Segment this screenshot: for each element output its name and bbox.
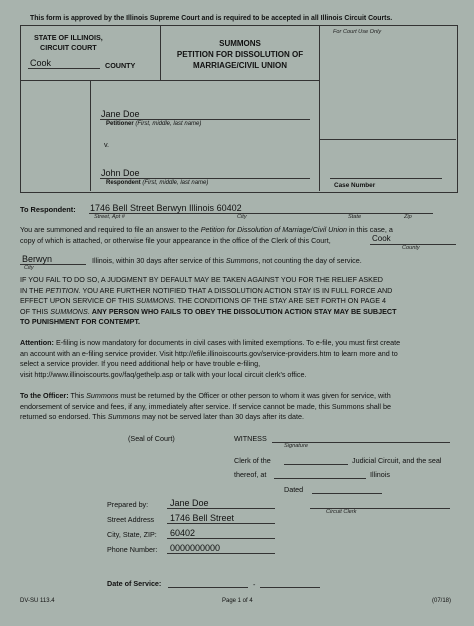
- respondent-address[interactable]: 1746 Bell Street Berwyn Illinois 60402: [90, 203, 242, 213]
- clerk-of-label: Clerk of the: [234, 456, 271, 465]
- judicial-circuit-label: Judicial Circuit, and the seal: [352, 456, 442, 465]
- petitioner-label: Petitioner: [106, 121, 134, 127]
- officer-instructions: To the Officer: This Summons must be returned by the Officer or other person to whom it was given for service, with endorsement of service and fees, if any, immediately after service. If service cannot be made, this Summons shall be returned so endorsed. This Summons may not be served later than 30 days after its date.: [20, 391, 391, 422]
- city-hint-2: City: [24, 265, 34, 271]
- form-title-line3: MARRIAGE/CIVIL UNION: [192, 61, 288, 70]
- petitioner-value[interactable]: Jane Doe: [101, 109, 140, 119]
- summons-line3: Illinois, within 30 days after service of this Summons, not counting the day of service.: [92, 256, 362, 265]
- case-number-label: Case Number: [334, 182, 376, 189]
- form-id: DV-SU 113.4: [20, 598, 55, 604]
- street-hint: Street, Apt #: [94, 214, 125, 220]
- city-hint: City: [237, 214, 247, 220]
- caption-divider: [20, 80, 319, 81]
- witness-label: WITNESS: [234, 434, 267, 443]
- prepared-by-label: Prepared by:: [107, 500, 149, 509]
- summons-line1: You are summoned and required to file an answer to the Petition for Dissolution of Marriage/Civil Union in this case, a: [20, 225, 393, 234]
- illinois-label: Illinois: [370, 470, 390, 479]
- signature-hint: Signature: [284, 443, 308, 449]
- street-address-value[interactable]: 1746 Bell Street: [170, 513, 235, 523]
- circuit-clerk-hint: Circuit Clerk: [326, 509, 357, 515]
- efiling-attention: Attention: E-filing is now mandatory for documents in civil cases with limited exemptions. To e-file, you must first create an account with an e-filing service provider. Visit http://efile.illinoiscourts.gov/service-providers.htm to learn more and to select a service provider. If you need additional help or have trouble e-filing, visit http://www.illinoiscourts.gov/faq/gethelp.asp or talk with your local circuit clerk's office.: [20, 338, 401, 379]
- zip-hint: Zip: [404, 214, 412, 220]
- date-dash: -: [253, 580, 256, 589]
- city-state-zip-label: City, State, ZIP:: [107, 530, 157, 539]
- clerk-city-value[interactable]: Berwyn: [22, 254, 53, 264]
- page-number: Page 1 of 4: [222, 598, 253, 604]
- circuit-label: CIRCUIT COURT: [40, 43, 97, 52]
- court-use-bottom: [319, 139, 456, 140]
- city-state-zip-value[interactable]: 60402: [170, 528, 196, 538]
- phone-label: Phone Number:: [107, 545, 158, 554]
- seal-label: (Seal of Court): [128, 434, 175, 443]
- county-label: COUNTY: [105, 61, 136, 70]
- approval-notice: This form is approved by the Illinois Supreme Court and is required to be accepted in all Illinois Circuit Courts.: [30, 15, 393, 22]
- phone-value[interactable]: 0000000000: [170, 543, 221, 553]
- default-judgment-warning: IF YOU FAIL TO DO SO, A JUDGMENT BY DEFAULT MAY BE TAKEN AGAINST YOU FOR THE RELIEF ASKED IN THE PETITION. YOU ARE FURTHER NOTIFIED THAT A DISSOLUTION ACTION STAY IS IN FULL FORCE AND EFFECT UPON SERVICE OF THIS SUMMONS. THE CONDITIONS OF THE STAY ARE SET FORTH ON PAGE 4 OF THIS SUMMONS. ANY PERSON WHO FAILS TO OBEY THE DISSOLUTION ACTION STAY MAY BE SUBJECT TO PUNISHMENT FOR CONTEMPT.: [20, 275, 397, 327]
- respondent-hint: (First, middle, last name): [142, 180, 209, 186]
- state-hint: State: [348, 214, 362, 220]
- dated-label: Dated: [284, 485, 304, 494]
- county-hint: County: [402, 245, 420, 251]
- time-of-service-field[interactable]: [260, 587, 320, 588]
- county-value[interactable]: Cook: [30, 58, 52, 68]
- court-use-label: For Court Use Only: [333, 29, 382, 35]
- state-label: STATE OF ILLINOIS,: [34, 33, 103, 42]
- party-divider: [90, 80, 91, 191]
- form-date: (07/18): [432, 598, 452, 604]
- form-title-line1: SUMMONS: [219, 39, 261, 48]
- form-title-line2: PETITION FOR DISSOLUTION OF: [176, 50, 304, 59]
- respondent-value[interactable]: John Doe: [101, 168, 140, 178]
- versus: v.: [104, 140, 110, 149]
- street-address-label: Street Address: [107, 515, 155, 524]
- to-respondent-label: To Respondent:: [20, 205, 76, 214]
- petitioner-label-row: [106, 120, 201, 129]
- date-of-service-label: Date of Service:: [107, 579, 162, 588]
- prepared-by-value[interactable]: Jane Doe: [170, 498, 209, 508]
- respondent-label-row: [106, 179, 208, 188]
- clerk-county-value[interactable]: Cook: [372, 234, 391, 243]
- respondent-label: Respondent: [106, 180, 141, 186]
- summons-line2: copy of which is attached, or otherwise file your appearance in the office of the Clerk of this Court,: [20, 236, 331, 245]
- date-of-service-field[interactable]: [168, 587, 248, 588]
- thereof-label: thereof, at: [234, 470, 267, 479]
- petitioner-hint: (First, middle, last name): [135, 121, 202, 127]
